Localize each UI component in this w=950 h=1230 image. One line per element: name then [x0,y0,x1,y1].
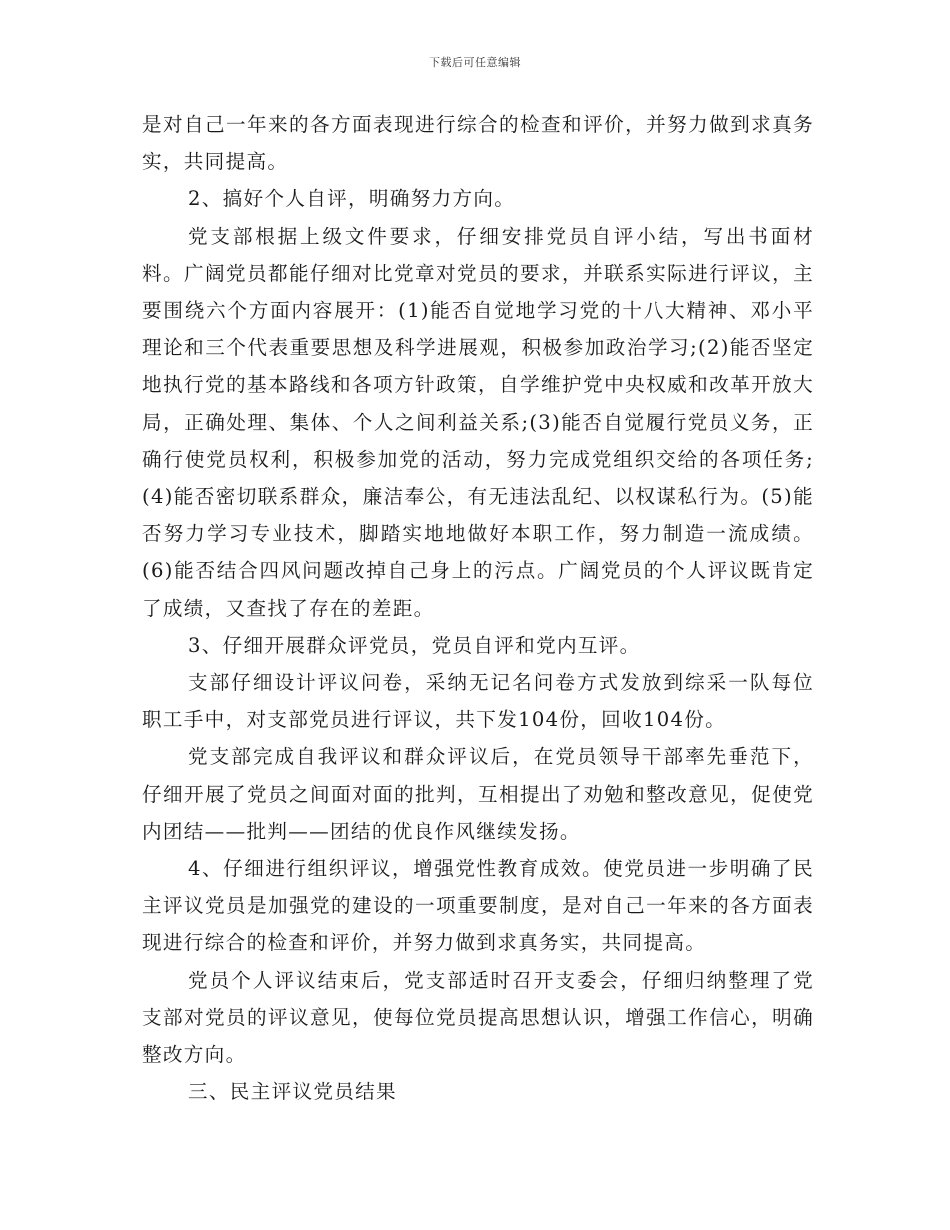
paragraph-committee-summary: 党员个人评议结束后，党支部适时召开支委会，仔细归纳整理了党支部对党员的评议意见，使每位党员提高思想认识，增强工作信心，明确整改方向。 [142,968,814,1067]
paragraph-continuation: 是对自己一年来的各方面表现进行综合的检查和评价，并努力做到求真务实，共同提高。 [142,113,814,174]
paragraph-mutual-criticism: 党支部完成自我评议和群众评议后，在党员领导干部率先垂范下，仔细开展了党员之间面对面的批判，互相提出了劝勉和整改意见，促使党内团结——批判——团结的优良作风继续发扬。 [142,745,814,843]
section-heading-results: 三、民主评议党员结果 [188,1080,397,1104]
paragraph-self-evaluation-details: 党支部根据上级文件要求，仔细安排党员自评小结，写出书面材料。广阔党员都能仔细对比党章对党员的要求，并联系实际进行评议，主要围绕六个方面内容展开：(1)能否自觉地学习党的十八大精神、邓小平理论和三个代表重要思想及科学进展观，积极参加政治学习;(2)能否坚定地执行党的基本路线和各项方针政策，自学维护党中央权威和改革开放大局，正确处理、集体、个人之间利益关系;(3)能否自觉履行党员义务，正确行使党员权利，积极参加党的活动，努力完成党组织交给的各项任务;(4)能否密切联系群众，廉洁奉公，有无违法乱纪、以权谋私行为。(5)能否努力学习专业技术，脚踏实地地做好本职工作，努力制造一流成绩。(6)能否结合四风问题改掉自己身上的污点。广阔党员的个人评议既肯定了成绩，又查找了存在的差距。 [142,224,814,620]
page-header-note: 下载后可任意编辑 [429,56,521,69]
section-heading-mass-evaluation: 3、仔细开展群众评党员，党员自评和党内互评。 [188,633,641,657]
section-heading-self-evaluation: 2、搞好个人自评，明确努力方向。 [188,187,516,211]
document-body [142,106,814,1110]
section-heading-organization-evaluation: 4、仔细进行组织评议，增强党性教育成效。使党员进一步明确了民主评议党员是加强党的建设的一项重要制度，是对自己一年来的各方面表现进行综合的检查和评价，并努力做到求真务实，共同提高。 [142,857,814,955]
paragraph-questionnaire: 支部仔细设计评议问卷，采纳无记名问卷方式发放到综采一队每位职工手中，对支部党员进行评议，共下发104份，回收104份。 [142,671,814,732]
